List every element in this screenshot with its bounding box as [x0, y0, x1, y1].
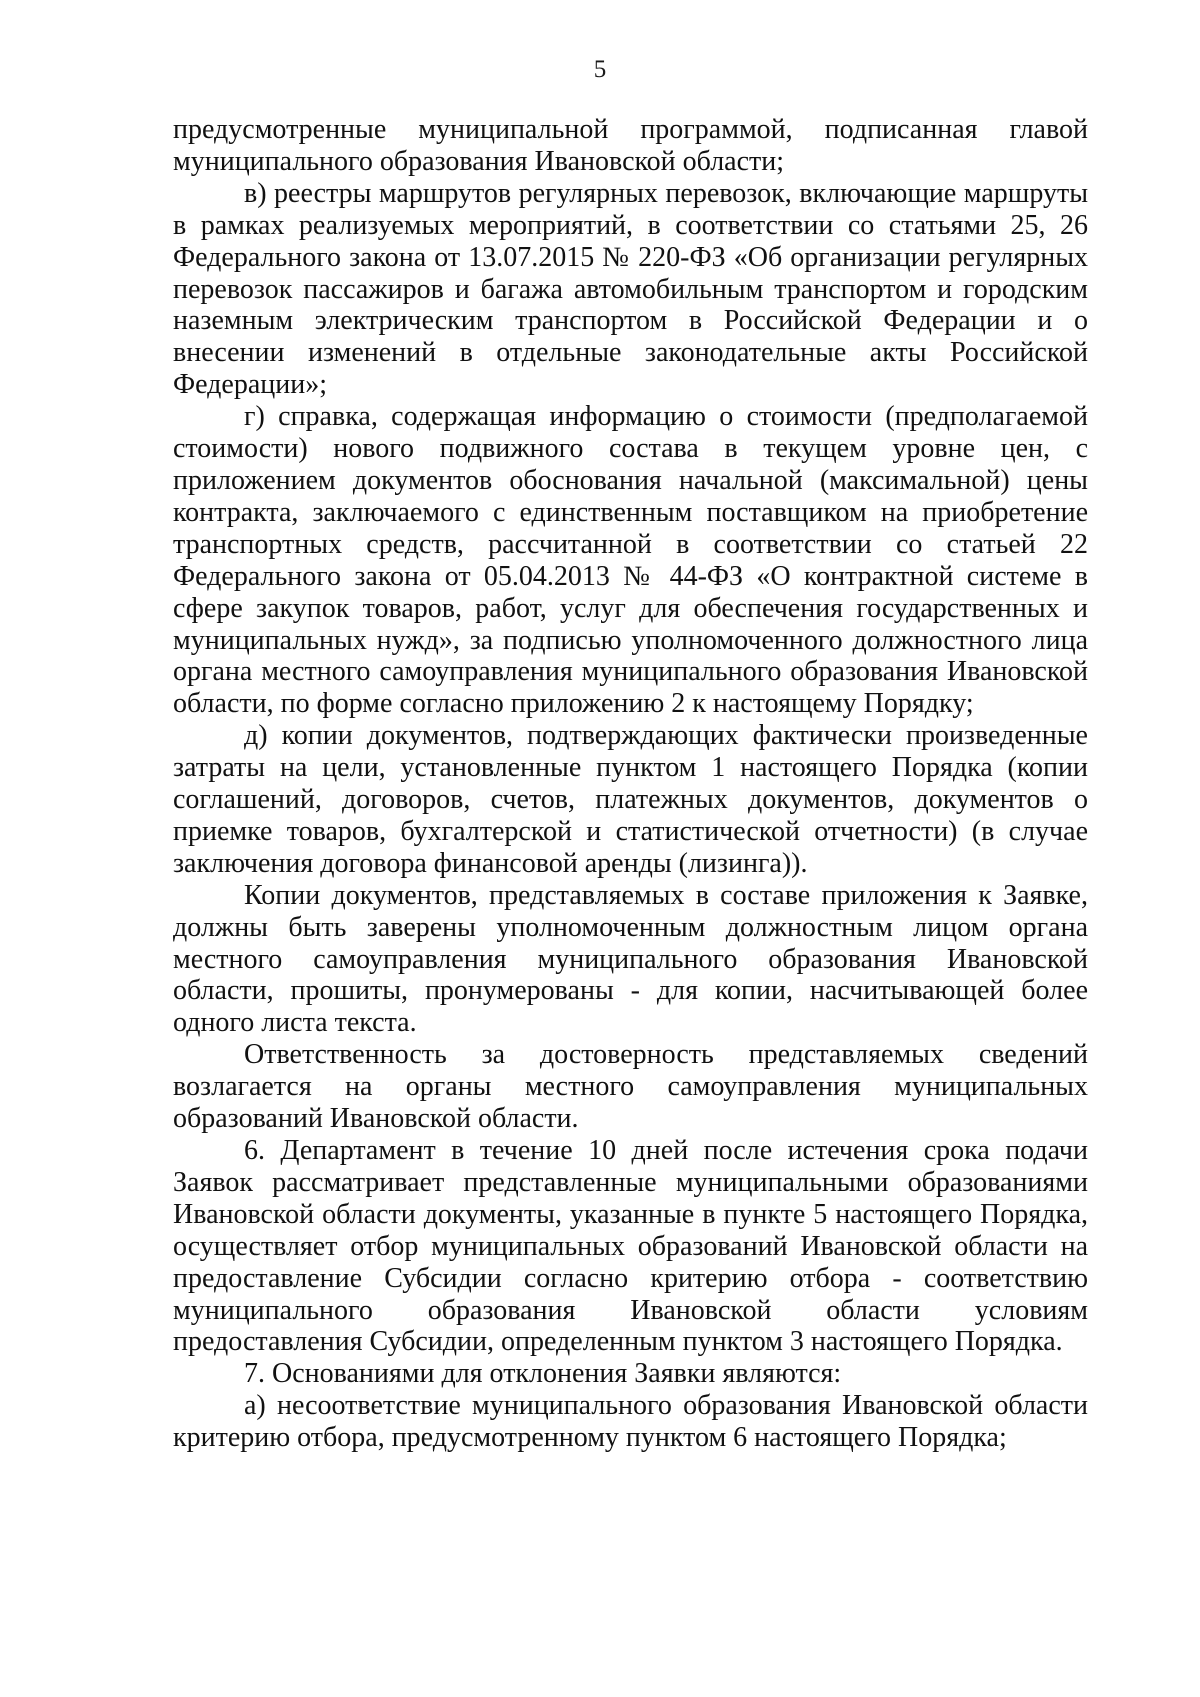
paragraph: г) справка, содержащая информацию о стоимости (предполагаемой стоимости) нового подвижного состава в текущем уровне цен, с приложением документов обоснования начальной (максимальной) цены контракта, заключаемого с единственным поставщиком на приобретение транспортных средств, рассчитанной в соответствии со статьей 22 Федерального закона от 05.04.2013 № 44-ФЗ «О контрактной системе в сфере закупок товаров, работ, услуг для обеспечения государственных и муниципальных нужд», за подписью уполномоченного должностного лица органа местного самоуправления муниципального образования Ивановской области, по форме согласно приложению 2 к настоящему Порядку; — [173, 401, 1088, 720]
paragraph: Копии документов, представляемых в составе приложения к Заявке, должны быть заверены уполномоченным должностным лицом органа местного самоуправления муниципального образования Ивановской области, прошиты, пронумерованы - для копии, насчитывающей более одного листа текста. — [173, 879, 1088, 1039]
paragraph: предусмотренные муниципальной программой, подписанная главой муниципального образования Ивановской области; — [173, 114, 1088, 177]
page-number: 5 — [593, 56, 607, 83]
paragraph: 7. Основаниями для отклонения Заявки являются: — [244, 1358, 842, 1390]
paragraph: а) несоответствие муниципального образования Ивановской области критерию отбора, предусмотренному пунктом 6 настоящего Порядка; — [173, 1390, 1088, 1454]
paragraph: в) реестры маршрутов регулярных перевозок, включающие маршруты в рамках реализуемых мероприятий, в соответствии со статьями 25, 26 Федерального закона от 13.07.2015 № 220-ФЗ «Об организации регулярных перевозок пассажиров и багажа автомобильным транспортом и городским наземным электрическим транспортом в Российской Федерации и о внесении изменений в отдельные законодательные акты Российской Федерации»; — [173, 177, 1088, 401]
paragraph: Ответственность за достоверность представляемых сведений возлагается на органы местного самоуправления муниципальных образований Ивановской области. — [173, 1039, 1088, 1135]
document-body — [173, 114, 1088, 1454]
paragraph: д) копии документов, подтверждающих фактически произведенные затраты на цели, установленные пунктом 1 настоящего Порядка (копии соглашений, договоров, счетов, платежных документов, документов о приемке товаров, бухгалтерской и статистической отчетности) (в случае заключения договора финансовой аренды (лизинга)). — [173, 720, 1088, 879]
paragraph: 6. Департамент в течение 10 дней после истечения срока подачи Заявок рассматривает представленные муниципальными образованиями Ивановской области документы, указанные в пункте 5 настоящего Порядка, осуществляет отбор муниципальных образований Ивановской области на предоставление Субсидии согласно критерию отбора - соответствию муниципального образования Ивановской области условиям предоставления Субсидии, определенным пунктом 3 настоящего Порядка. — [173, 1135, 1088, 1358]
